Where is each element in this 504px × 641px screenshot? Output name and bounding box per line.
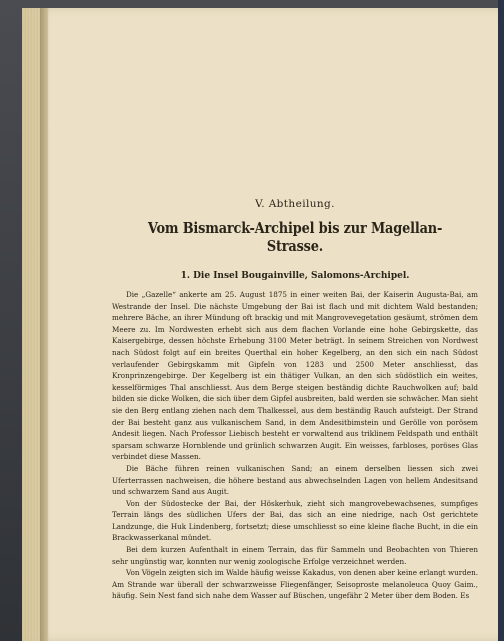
subsection-title: 1. Die Insel Bougainville, Salomons-Archipel. xyxy=(180,271,410,281)
page-text-block xyxy=(112,198,478,602)
paragraph: Bei dem kurzen Aufenthalt in einem Terrain, das für Sammeln und Beobachten von Thieren sehr ungünstig war, konnten nur wenig zoologische Erfolge verzeichnet werden. xyxy=(112,545,478,566)
paragraph: Von Vögeln zeigten sich im Walde häufig weisse Kakadus, von denen aber keine erlangt wurden. Am Strande war überall der schwarzweisse Fliegenfänger, Seisoproste melanoleuca Quoy Gaim., häufig. Sein Nest fand sich nahe dem Wasser auf Büschen, ungefähr 2 Meter über dem Boden. Es xyxy=(112,568,478,601)
book-binding-shadow xyxy=(40,8,50,641)
paragraph: Die Bäche führen reinen vulkanischen Sand; an einem derselben liessen sich zwei Uferterrassen nachweisen, die höhere bestand aus abwechselnden Lagen von hellem Andesitsand und schwarzem Sand aus Augit. xyxy=(112,463,478,497)
chapter-title: Vom Bismarck-Archipel bis zur Magellan-Strasse. xyxy=(147,219,443,255)
paragraph: Die „Gazelle“ ankerte am 25. August 1875 in einer weiten Bai, der Kaiserin Augusta-Bai, am Westrande der Insel. Die nächste Umgebung der Bai ist flach und mit dichtem Wald bestanden; mehrere Bäche, an ihrer Mündung oft brackig und mit Mangrovevegetation gesäumt, strömen dem Meere zu. Im Nordwesten erhebt sich aus dem flachen Vorlande eine hohe Gebirgskette, das Kaisergebirge, dessen höchste Erhebung 3100 Meter beträgt. In seinem Streichen von Nordwest nach Südost folgt auf ein breites Querthal ein hoher Kegelberg, an den sich ein nach Südost verlaufender Gebirgskamm mit Gipfeln von 1283 und 2500 Meter anschliesst, das Kronprinzengebirge. Der Kegelberg ist ein thätiger Vulkan, an den sich südöstlich ein weites, kesselförmiges Thal anschliesst. Aus dem Berge steigen beständig dichte Rauchwolken auf; bald bilden sie dicke Wolken, die sich über dem Gipfel ausbreiten, bald werden sie schwächer. Man sieht sie den Berg entlang ziehen nach dem Thalkessel, aus dem beständig Rauch aufsteigt. Der Strand der Bai besteht ganz aus vulkanischem Sand, in dem Andesitbimstein und Gerölle von porösem Andesit liegen. Nach Professor Liebisch besteht er vorwaltend aus triklinem Feldspath und enthält sparsam schwarze Hornblende und grünlich schwarzen Augit. Ein weisses, farbloses, poröses Glas verbindet diese Massen. xyxy=(112,290,478,462)
book-cover-edge xyxy=(498,0,504,641)
paragraph: Von der Südostecke der Bai, der Höskerhuk, zieht sich mangrovebewachsenes, sumpfiges Terrain längs des südlichen Ufers der Bai, das sich an eine niedrige, nach Ost gerichtete Landzunge, die Huk Lindenberg, fortsetzt; diese umschliesst so eine kleine flache Bucht, in die ein Brackwasserkanal mündet. xyxy=(112,498,478,543)
section-heading: V. Abtheilung. xyxy=(255,198,335,210)
